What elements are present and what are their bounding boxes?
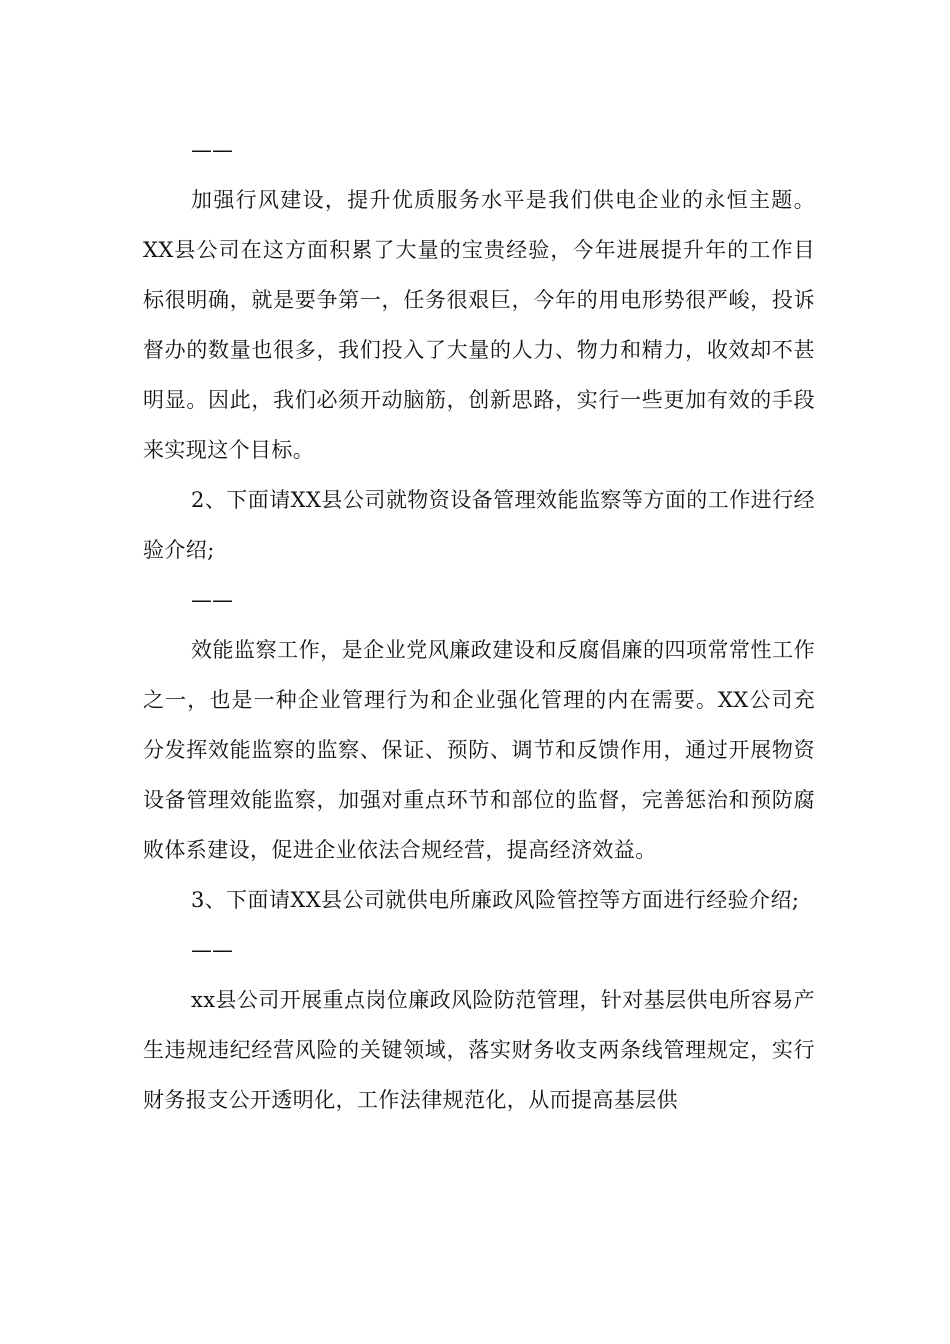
paragraph-item-2: 2、下面请XX县公司就物资设备管理效能监察等方面的工作进行经验介绍;: [143, 488, 815, 562]
document-body: [143, 125, 815, 1125]
paragraph-service-theme: 加强行风建设，提升优质服务水平是我们供电企业的永恒主题。XX县公司在这方面积累了大量的宝贵经验，今年进展提升年的工作目标很明确，就是要争第一，任务很艰巨，今年的用电形势很严峻，投诉督办的数量也很多，我们投入了大量的人力、物力和精力，收效却不甚明显。因此，我们必须开动脑筋，创新思路，实行一些更加有效的手段来实现这个目标。: [143, 188, 815, 462]
dash-separator: ——: [191, 938, 233, 962]
paragraph-item-3: 3、下面请XX县公司就供电所廉政风险管控等方面进行经验介绍;: [191, 888, 800, 912]
paragraph-risk-management: xx县公司开展重点岗位廉政风险防范管理，针对基层供电所容易产生违规违纪经营风险的关键领域，落实财务收支两条线管理规定，实行财务报支公开透明化，工作法律规范化，从而提高基层供: [143, 988, 815, 1112]
dash-separator: ——: [191, 588, 233, 612]
dash-separator: ——: [191, 138, 233, 162]
paragraph-efficiency-supervision: 效能监察工作，是企业党风廉政建设和反腐倡廉的四项常常性工作之一，也是一种企业管理行为和企业强化管理的内在需要。XX公司充分发挥效能监察的监察、保证、预防、调节和反馈作用，通过开展物资设备管理效能监察，加强对重点环节和部位的监督，完善惩治和预防腐败体系建设，促进企业依法合规经营，提高经济效益。: [143, 638, 815, 862]
